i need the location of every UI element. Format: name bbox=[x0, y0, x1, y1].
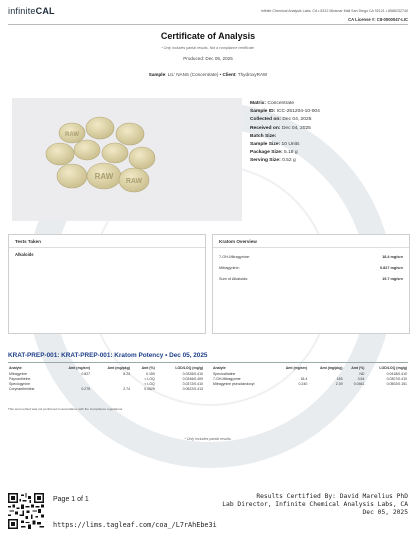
card-divider bbox=[9, 247, 205, 248]
col-amt-srv: Amt (mg/srv) bbox=[68, 366, 91, 370]
meta-sample-size: Sample Size: 10 Units bbox=[250, 142, 300, 148]
svg-text:RAW: RAW bbox=[65, 132, 79, 138]
product-photo bbox=[12, 98, 242, 221]
kratom-overview-card bbox=[212, 234, 410, 334]
coa-link[interactable]: https://lims.tagleaf.com/coa_/L7rAhEbe3i bbox=[53, 521, 217, 529]
analyte-cell: Corynantheidine bbox=[9, 387, 35, 392]
certified-by: Results Certified By: David Marelius PhD bbox=[256, 493, 408, 500]
test-item-alkaloids: Alkaloids bbox=[15, 252, 34, 257]
col-amt-pct: Amt (%) bbox=[141, 366, 155, 370]
col-amt-pkg: Amt (mg/pkg) bbox=[107, 366, 131, 370]
meta-sample-id: Sample ID: ICC-251204-10-004 bbox=[250, 109, 320, 115]
license-number: CA License #: C8-0000047-LIC bbox=[348, 17, 408, 22]
value-cell: 0.0522/0.413 bbox=[182, 387, 203, 392]
analyte-cell: Mitragynine bbox=[9, 371, 28, 376]
value-cell: < LOQ bbox=[144, 376, 155, 381]
partial-results-note: * Only includes partial results. Not a compliance certificate. bbox=[161, 46, 255, 50]
analyte-cell: 7-OH-Mitragynine bbox=[213, 376, 241, 381]
tests-taken-title: Tests Taken bbox=[15, 239, 41, 244]
table-row bbox=[212, 381, 408, 386]
qr-code[interactable] bbox=[8, 493, 44, 529]
col-lod-loq: LOD/LOQ (mg/g) bbox=[379, 366, 407, 370]
col-lod-loq: LOD/LOQ (mg/g) bbox=[175, 366, 203, 370]
value-cell: < LOQ bbox=[144, 381, 155, 386]
certified-date: Dec 05, 2025 bbox=[362, 509, 408, 517]
col-amt-pct: Amt (%) bbox=[351, 366, 365, 370]
value-cell: ND bbox=[359, 371, 365, 376]
kratom-row-7oh: 7-OH-Mitragynine: 18.4 mg/srv bbox=[219, 255, 403, 259]
potency-divider bbox=[8, 362, 408, 363]
brand-logo: infiniteCAL bbox=[8, 6, 55, 16]
value-cell: 8.24 bbox=[123, 371, 131, 376]
kratom-overview-title: Kratom Overview bbox=[219, 239, 257, 244]
analyte-cell: Paynantheine bbox=[9, 376, 31, 381]
card-divider bbox=[213, 247, 409, 248]
header-divider bbox=[8, 24, 408, 25]
svg-text:RAW: RAW bbox=[94, 172, 114, 181]
value-cell: 2.74 bbox=[123, 387, 131, 392]
meta-collected: Collected on: Dec 04, 2025 bbox=[250, 117, 312, 123]
analyte-cell: Speciogynine bbox=[9, 381, 31, 386]
col-amt-srv: Amt (mg/srv) bbox=[285, 366, 308, 370]
partial-results-footnote: * Only includes partial results. bbox=[184, 437, 232, 441]
certification-block bbox=[180, 493, 408, 518]
value-cell: 0.0529 bbox=[144, 387, 155, 392]
col-analyte: Analyte bbox=[213, 366, 226, 370]
value-cell: 0.0326/0.410 bbox=[182, 371, 203, 376]
potency-heading: KRAT-PREP-001: KRAT-PREP-001: Kratom Potency • Dec 05, 2025 bbox=[8, 352, 208, 359]
value-cell: 3.54 bbox=[357, 376, 365, 381]
value-cell: 0.827 bbox=[81, 371, 91, 376]
value-cell: 0.159 bbox=[146, 371, 155, 376]
produced-date: Produced: Dec 05, 2025 bbox=[183, 56, 233, 61]
kratom-row-mitragynine: Mitragynine: 0.827 mg/srv bbox=[219, 266, 403, 270]
value-cell: 0.0307/0.410 bbox=[386, 376, 407, 381]
col-amt-pkg: Amt (mg/pkg) bbox=[320, 366, 343, 370]
method-note: This test method was not performed in accordance with the Compliance regulations. bbox=[8, 407, 124, 411]
potency-table-left bbox=[8, 365, 204, 392]
value-cell: 0.0246/0.409 bbox=[182, 376, 203, 381]
value-cell: 2.39 bbox=[335, 381, 343, 386]
table-row bbox=[8, 387, 204, 392]
potency-table-right bbox=[212, 365, 408, 387]
value-cell: 0.275 bbox=[81, 387, 91, 392]
lab-director: Lab Director, Infinite Chemical Analysis Labs, CA bbox=[222, 501, 408, 509]
value-cell: 183 bbox=[336, 376, 343, 381]
kratom-row-sum: Sum of Alkaloids: 19.7 mg/srv bbox=[219, 277, 403, 281]
value-cell: 0.0502/0.151 bbox=[386, 381, 407, 386]
analyte-cell: Speciociliatine bbox=[213, 371, 236, 376]
value-cell: 0.0461 bbox=[353, 381, 365, 386]
lab-address: Infinite Chemical Analysis Labs, CA • 8312 Miramar Mall San Diego CA 92121 • 8586232740 bbox=[260, 9, 408, 13]
value-cell: 18.4 bbox=[300, 376, 308, 381]
sample-metadata bbox=[250, 100, 410, 166]
value-cell: 0.0418/0.410 bbox=[386, 371, 407, 376]
meta-serving-size: Serving Size: 0.52 g bbox=[250, 158, 296, 164]
svg-text:RAW: RAW bbox=[125, 178, 143, 185]
col-analyte: Analyte bbox=[9, 366, 22, 370]
meta-package-size: Package Size: 5.18 g bbox=[250, 150, 298, 156]
analyte-cell: Mitragynine pseudoindoxyl bbox=[213, 381, 255, 386]
page-number: Page 1 of 1 bbox=[53, 496, 89, 503]
tests-taken-card bbox=[8, 234, 206, 334]
value-cell: 0.240 bbox=[298, 381, 308, 386]
meta-batch-size: Batch Size: bbox=[250, 133, 277, 139]
meta-received: Received on: Dec 04, 2025 bbox=[250, 125, 311, 131]
sample-client-line: Sample: LIL' NANS (Concentrate) • Client: ThydroxyRAW bbox=[148, 72, 268, 77]
document-title: Certificate of Analysis bbox=[160, 31, 256, 41]
value-cell: 0.0372/0.410 bbox=[182, 381, 203, 386]
meta-matrix: Matrix: Concentrate bbox=[250, 101, 295, 106]
